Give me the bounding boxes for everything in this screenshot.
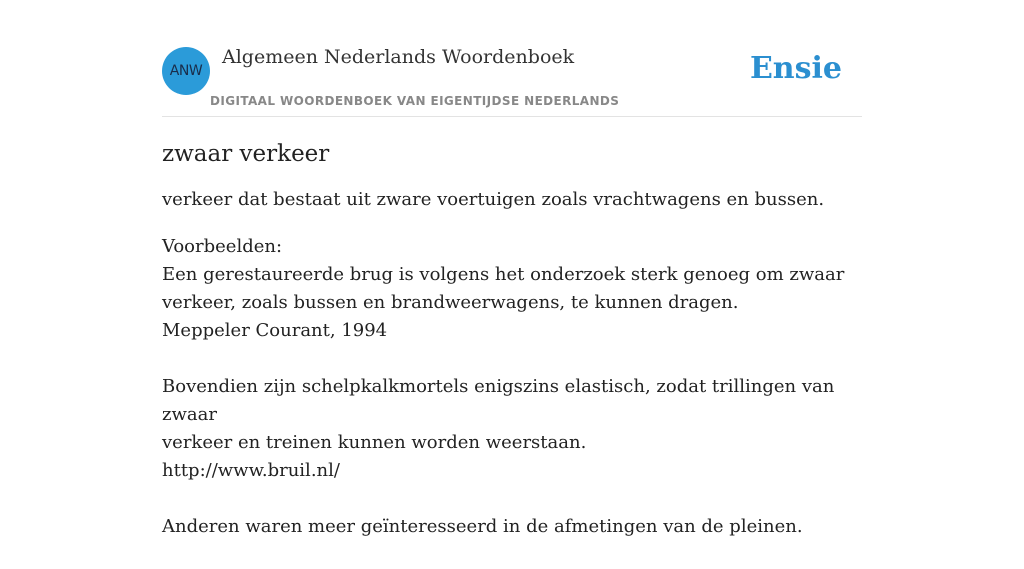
site-title[interactable]: Algemeen Nederlands Woordenboek [222,46,575,68]
logo-text: ANW [169,63,203,79]
ensie-logo[interactable]: Ensie [749,51,842,86]
example-text: Een gerestaureerde brug is volgens het onderzoek sterk genoeg om zwaar [162,264,845,285]
example-source: http://www.bruil.nl/ [162,460,340,481]
example-text: verkeer en treinen kunnen worden weerstaan. [162,432,587,453]
entry-term: zwaar verkeer [162,141,330,167]
example-text: Bovendien zijn schelpkalkmortels enigszins elastisch, zodat trillingen van zwaar [162,376,835,425]
example-text: verkeer, zoals bussen en brandweerwagens, te kunnen dragen. [162,292,739,313]
examples-label: Voorbeelden: [162,236,283,257]
entry-content [162,136,862,569]
anw-logo[interactable] [162,47,210,95]
examples-section [162,233,862,541]
site-subtitle: DIGITAAL WOORDENBOEK VAN EIGENTIJDSE NEDERLANDS [210,94,620,108]
example-text: Anderen waren meer geïnteresseerd in de afmetingen van de pleinen. [162,516,803,537]
entry-definition: verkeer dat bestaat uit zware voertuigen zoals vrachtwagens en bussen. [162,189,825,210]
example-item [162,513,862,541]
site-header [162,40,862,117]
example-item [162,373,862,485]
example-source: Meppeler Courant, 1994 [162,320,388,341]
example-item [162,261,862,345]
